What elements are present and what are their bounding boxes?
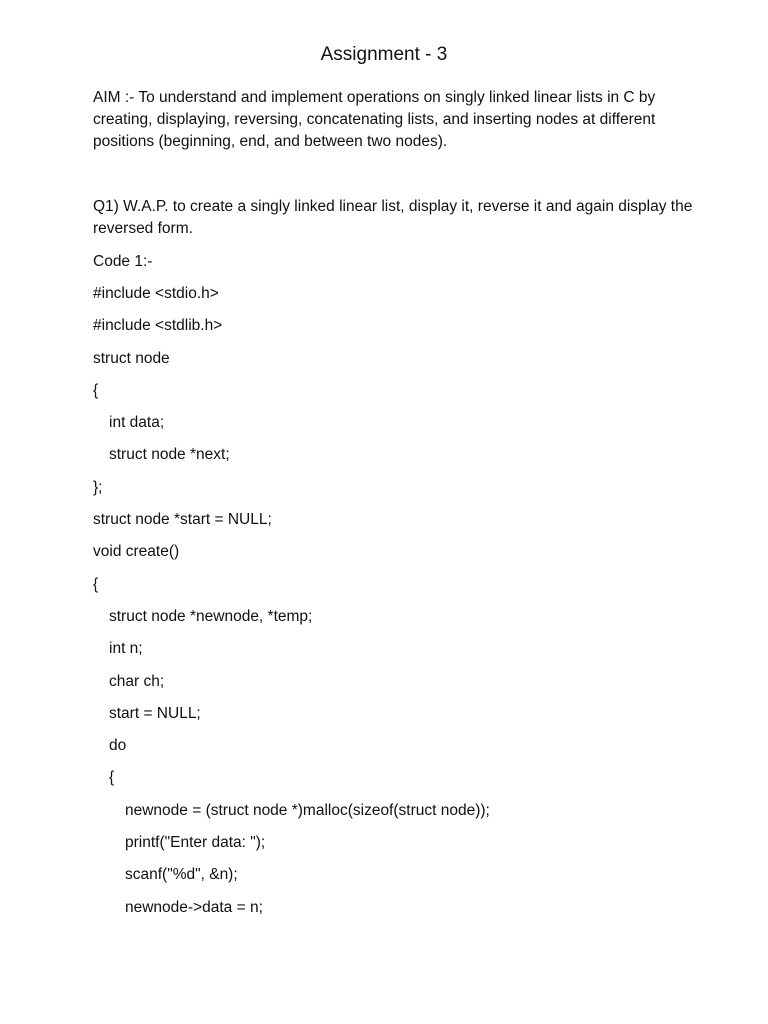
code-line: scanf("%d", &n); [125, 866, 238, 884]
code-line: struct node *newnode, *temp; [109, 607, 313, 625]
code-line: { [93, 381, 99, 399]
code-line: #include <stdio.h> [93, 285, 219, 302]
code-line: char ch; [109, 672, 165, 690]
code-line: start = NULL; [109, 704, 201, 722]
code-label: Code 1:- [93, 253, 153, 270]
code-line: newnode->data = n; [125, 898, 263, 916]
code-line: { [109, 769, 115, 787]
code-line: }; [93, 478, 103, 496]
code-line: do [109, 737, 127, 755]
code-line: int data; [109, 414, 165, 432]
page-title: Assignment - 3 [320, 44, 448, 65]
aim-paragraph: AIM :- To understand and implement operations on singly linked linear lists in C by creating, displaying, reversing, concatenating lists, and inserting nodes at different positions (beginning, end, and between two nodes). [93, 89, 656, 150]
code-line: void create() [93, 543, 180, 561]
code-line: struct node [93, 349, 170, 367]
code-line: int n; [109, 640, 143, 658]
code-line: struct node *next; [109, 446, 230, 464]
code-line: struct node *start = NULL; [93, 511, 272, 529]
code-line: { [93, 575, 99, 593]
code-line: printf("Enter data: "); [125, 834, 266, 852]
question-paragraph: Q1) W.A.P. to create a singly linked linear list, display it, reverse it and again display the reversed form. [93, 198, 693, 237]
code-line: newnode = (struct node *)malloc(sizeof(struct node)); [125, 801, 490, 819]
code-block [93, 283, 713, 929]
code-line: #include <stdlib.h> [93, 317, 223, 335]
